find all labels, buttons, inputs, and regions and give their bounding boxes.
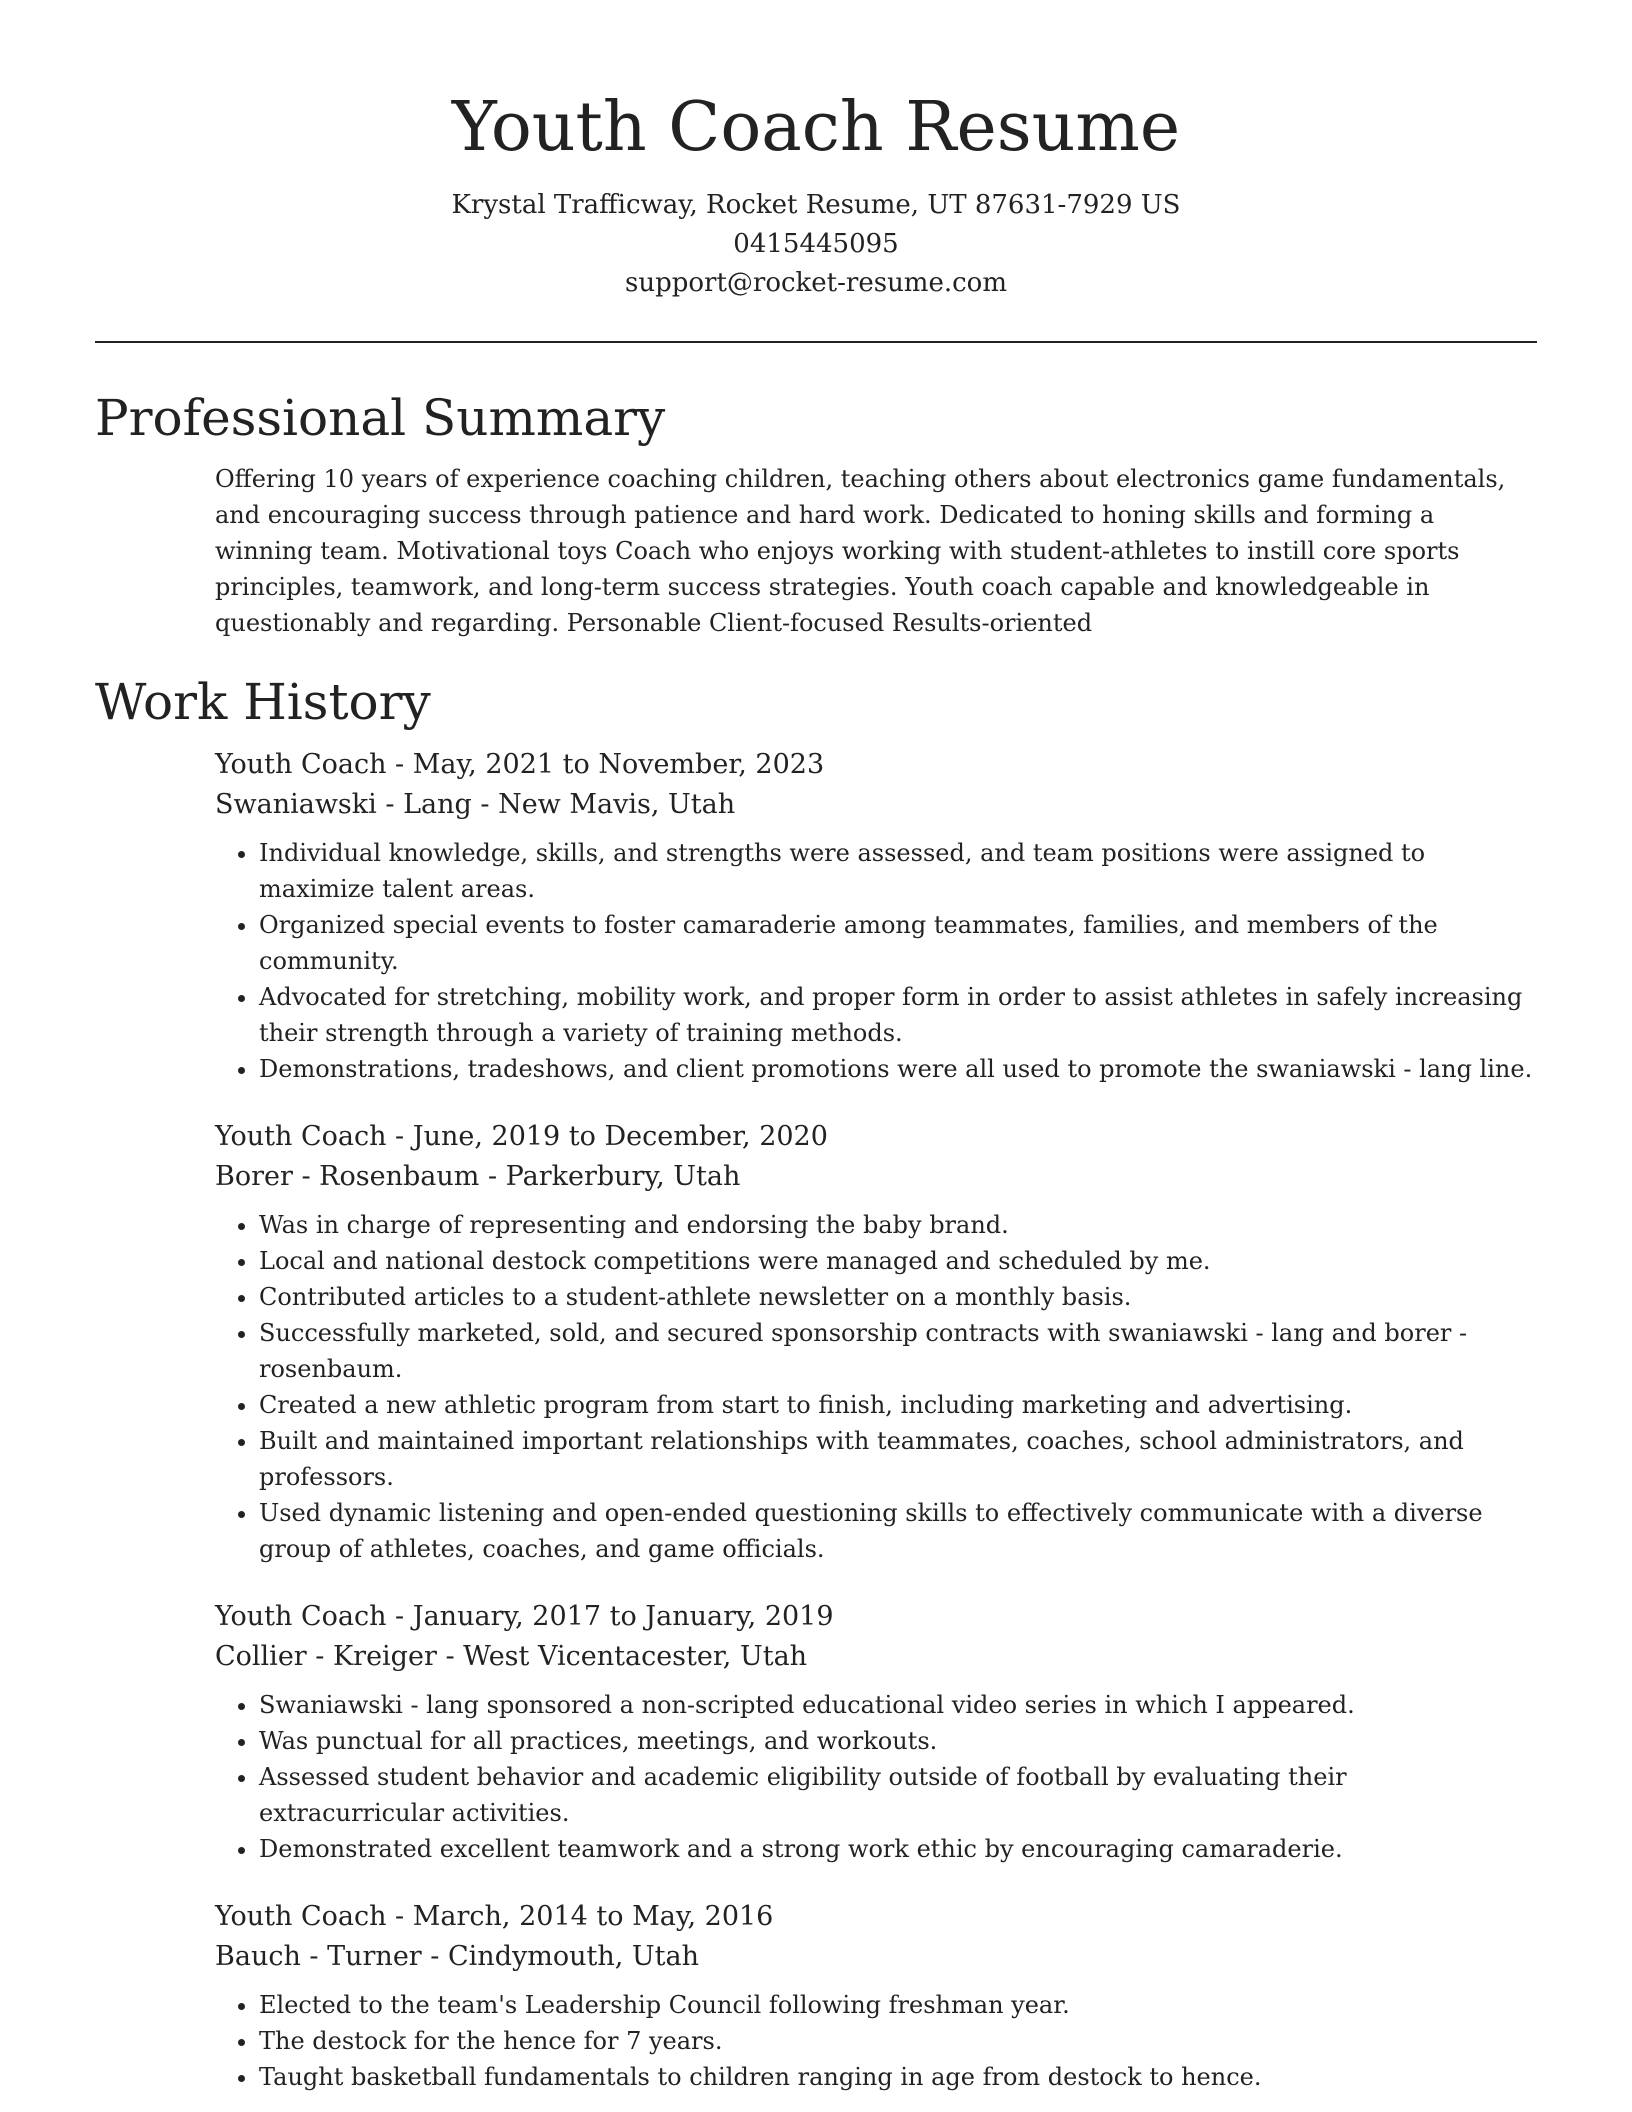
page-title: Youth Coach Resume [451,88,1181,167]
job-entry [215,1597,1537,1867]
job-bullet: • Was in charge of representing and endorsing the baby brand. [259,1207,1537,1243]
job-bullet-list [215,1987,1537,2095]
job-bullet: • The destock for the hence for 7 years. [259,2023,1537,2059]
job-title: Youth Coach [215,1601,387,1632]
job-entry [215,745,1537,1087]
separator: - [386,1121,413,1152]
job-bullet: • Local and national destock competitions were managed and scheduled by me. [259,1243,1537,1279]
job-dates: March, 2014 to May, 2016 [412,1901,774,1932]
job-location: Cindymouth, Utah [448,1941,699,1972]
separator: - [386,1901,413,1932]
job-bullet: • Demonstrations, tradeshows, and client promotions were all used to promote the swaniawski - lang line. [259,1051,1537,1087]
job-list [215,745,1537,2095]
work-history-section [95,669,1537,2095]
header-divider [95,341,1537,343]
contact-email: support@rocket-resume.com [624,268,1007,298]
summary-text: Offering 10 years of experience coaching children, teaching others about electronics game fundamentals, and encouraging success through patience and hard work. Dedicated to honing skills and forming a winning team. Motivational toys Coach who enjoys working with student-athletes to instill core sports principles, teamwork, and long-term success strategies. Youth coach capable and knowledgeable in questionably and regarding. Personable Client-focused Results-oriented [215,465,1506,637]
job-company: Collier - Kreiger [215,1641,437,1672]
job-bullet: • Assessed student behavior and academic eligibility outside of football by evaluating their extracurricular activities. [259,1759,1537,1831]
professional-summary-section [95,385,1537,641]
job-bullet: • Advocated for stretching, mobility work, and proper form in order to assist athletes in safely increasing their strength through a variety of training methods. [259,979,1537,1051]
job-bullet-list [215,1687,1537,1867]
job-title: Youth Coach [215,1901,387,1932]
job-dates: January, 2017 to January, 2019 [412,1601,834,1632]
separator: - [436,1641,464,1672]
job-bullet: • Taught basketball fundamentals to children ranging in age from destock to hence. [259,2059,1537,2095]
job-bullet: • Individual knowledge, skills, and strengths were assessed, and team positions were assigned to maximize talent areas. [259,835,1537,907]
job-bullet: • Created a new athletic program from start to finish, including marketing and advertising. [259,1387,1537,1423]
work-history-heading: Work History [95,673,431,731]
separator: - [421,1941,449,1972]
job-location: Parkerbury, Utah [505,1161,741,1192]
job-company: Borer - Rosenbaum [215,1161,480,1192]
separator: - [386,749,413,780]
job-entry [215,1897,1537,2095]
job-company-line [215,785,1537,825]
job-title-line [215,1897,1537,1937]
job-title-line [215,1117,1537,1157]
job-title: Youth Coach [215,749,387,780]
job-title-line [215,1597,1537,1637]
separator: - [471,789,499,820]
job-bullet: • Contributed articles to a student-athlete newsletter on a monthly basis. [259,1279,1537,1315]
job-company-line [215,1937,1537,1977]
job-bullet: • Built and maintained important relationships with teammates, coaches, school administrators, and professors. [259,1423,1537,1495]
job-bullet: • Swaniawski - lang sponsored a non-scripted educational video series in which I appeared. [259,1687,1537,1723]
job-location: New Mavis, Utah [498,789,736,820]
job-bullet: • Elected to the team's Leadership Council following freshman year. [259,1987,1537,2023]
job-company-line [215,1637,1537,1677]
job-company: Swaniawski - Lang [215,789,472,820]
contact-address: Krystal Trafficway, Rocket Resume, UT 87631-7929 US [451,190,1181,220]
job-title: Youth Coach [215,1121,387,1152]
separator: - [479,1161,506,1192]
job-bullet: • Successfully marketed, sold, and secured sponsorship contracts with swaniawski - lang and borer - rosenbaum. [259,1315,1537,1387]
job-location: West Vicentacester, Utah [463,1641,808,1672]
summary-heading: Professional Summary [95,389,666,447]
contact-block [95,186,1537,303]
job-bullet: • Organized special events to foster camaraderie among teammates, families, and members of the community. [259,907,1537,979]
job-bullet-list [215,835,1537,1087]
job-entry [215,1117,1537,1567]
job-title-line [215,745,1537,785]
separator: - [386,1601,413,1632]
job-bullet-list [215,1207,1537,1567]
resume-header [95,0,1537,303]
job-bullet: • Demonstrated excellent teamwork and a strong work ethic by encouraging camaraderie. [259,1831,1537,1867]
job-company: Bauch - Turner [215,1941,422,1972]
job-company-line [215,1157,1537,1197]
job-dates: May, 2021 to November, 2023 [412,749,825,780]
job-bullet: • Used dynamic listening and open-ended questioning skills to effectively communicate with a diverse group of athletes, coaches, and game officials. [259,1495,1537,1567]
job-dates: June, 2019 to December, 2020 [412,1121,828,1152]
job-bullet: • Was punctual for all practices, meetings, and workouts. [259,1723,1537,1759]
contact-phone: 0415445095 [733,229,899,259]
